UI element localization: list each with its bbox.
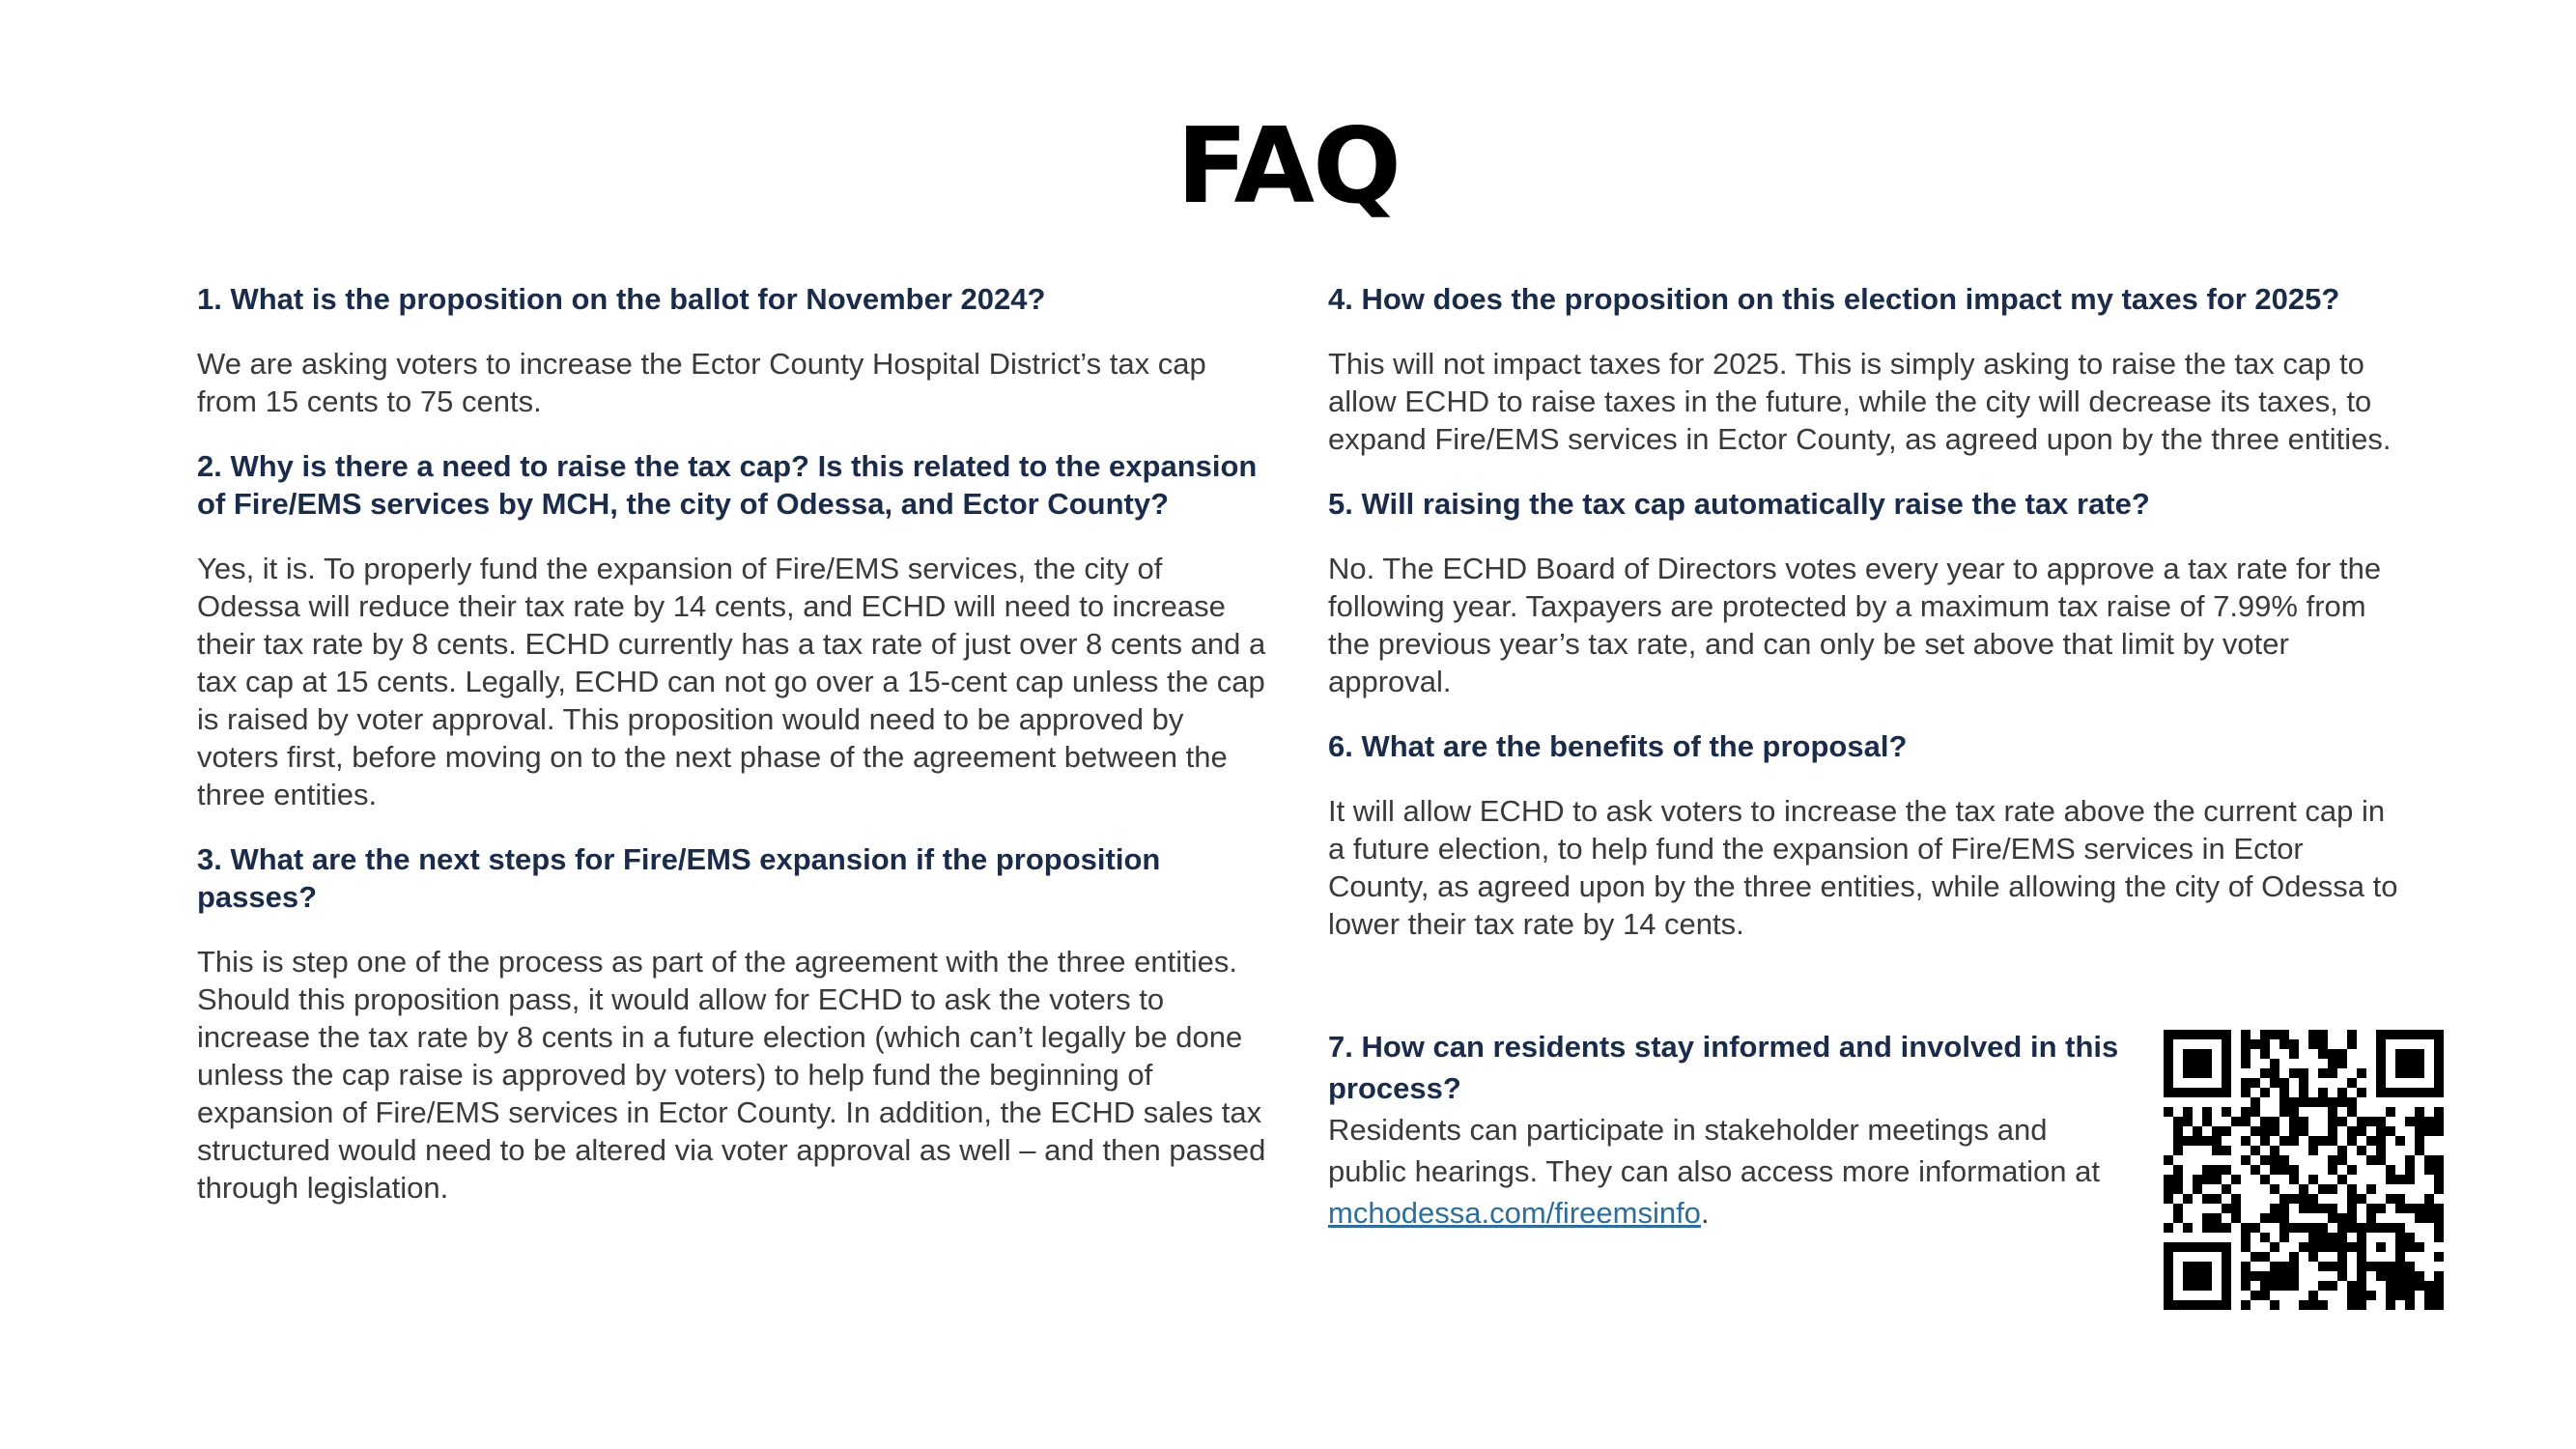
faq-question-1: 1. What is the proposition on the ballot for November 2024?	[197, 282, 1046, 316]
faq-column-left	[197, 280, 1269, 1234]
fireems-info-link[interactable]: mchodessa.com/fireemsinfo	[1328, 1196, 1701, 1230]
faq-question-2: 2. Why is there a need to raise the tax cap? Is this related to the expansion of Fire/EMS services by MCH, the city of Odessa, and Ector County?	[197, 449, 1258, 521]
faq-answer-3: This is step one of the process as part of the agreement with the three entities. Should this proposition pass, it would allow for ECHD to ask the voters to increase the tax rate by 8 cents in a future election (which can’t legally be done unless the cap raise is approved by voters) to help fund the beginning of expansion of Fire/EMS services in Ector County. In addition, the ECHD sales tax structured would need to be altered via voter approval as well – and then passed through legislation.	[197, 945, 1266, 1205]
faq-answer-1: We are asking voters to increase the Ector County Hospital District’s tax cap from 15 cents to 75 cents.	[197, 347, 1206, 418]
faq-question-7: 7. How can residents stay informed and involved in this process?	[1328, 1030, 2119, 1105]
faq-answer-5: No. The ECHD Board of Directors votes every year to approve a tax rate for the following year. Taxpayers are protected by a maximum tax raise of 7.99% from the previous year’s tax rate, and can only be set above that limit by voter approval.	[1328, 552, 2382, 698]
faq-answer-6: It will allow ECHD to ask voters to increase the tax rate above the current cap in a future election, to help fund the expansion of Fire/EMS services in Ector County, as agreed upon by the three entities, while allowing the city of Odessa to lower their tax rate by 14 cents.	[1328, 794, 2398, 941]
faq-item-7	[1328, 1026, 2120, 1234]
faq-answer-7-suffix: .	[1700, 1196, 1710, 1230]
faq-question-3: 3. What are the next steps for Fire/EMS expansion if the proposition passes?	[197, 842, 1161, 914]
faq-answer-7-text: Residents can participate in stakeholder meetings and public hearings. They can also access more information at	[1328, 1113, 2100, 1188]
faq-question-5: 5. Will raising the tax cap automatically raise the tax rate?	[1328, 487, 2150, 521]
faq-answer-4: This will not impact taxes for 2025. This is simply asking to raise the tax cap to allow ECHD to raise taxes in the future, while the city will decrease its taxes, to expand Fire/EMS services in Ector County, as agreed upon by the three entities.	[1328, 347, 2392, 456]
faq-column-right	[1328, 280, 2400, 970]
faq-answer-2: Yes, it is. To properly fund the expansion of Fire/EMS services, the city of Odessa will reduce their tax rate by 14 cents, and ECHD will need to increase their tax rate by 8 cents. ECHD currently has a tax rate of just over 8 cents and a tax cap at 15 cents. Legally, ECHD can not go over a 15-cent cap unless the cap is raised by voter approval. This proposition would need to be approved by voters first, before moving on to the next phase of the agreement between the three entities.	[197, 552, 1266, 811]
faq-question-4: 4. How does the proposition on this election impact my taxes for 2025?	[1328, 282, 2340, 316]
qr-code-icon[interactable]	[2164, 1030, 2444, 1310]
page-title: FAQ	[1176, 106, 1400, 227]
faq-answer-7	[1328, 1109, 2120, 1234]
faq-question-6: 6. What are the benefits of the proposal?	[1328, 729, 1908, 763]
